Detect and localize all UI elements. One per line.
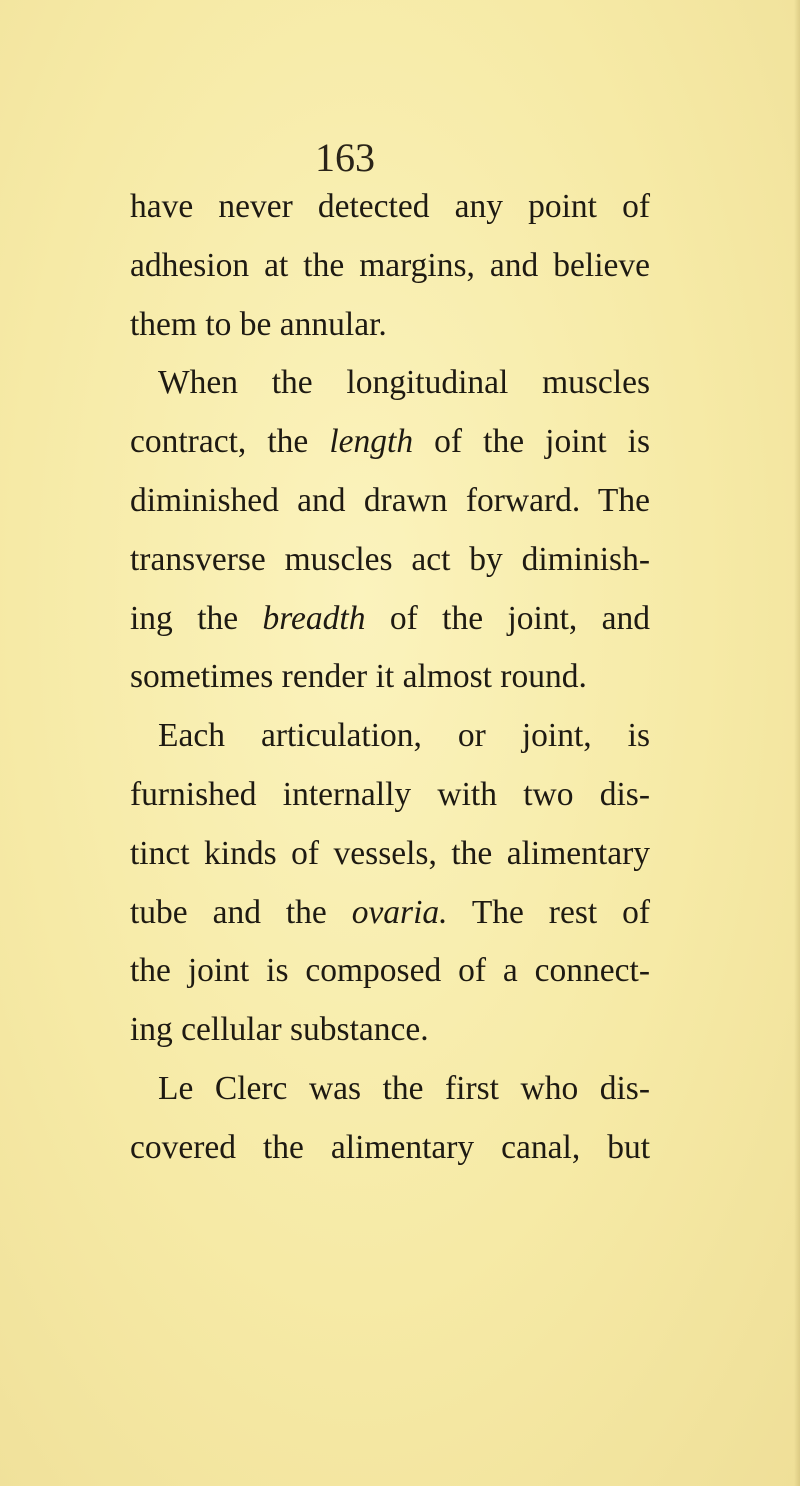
text-line-10: Each articulation, or joint, is	[158, 717, 650, 755]
text-line-6: diminished and drawn forward. The	[130, 481, 650, 519]
text-line-5-end: of the joint is	[413, 423, 650, 461]
text-line-13-start: tube and the	[130, 893, 352, 931]
text-line-14: the joint is composed of a connect-	[130, 952, 650, 990]
text-line-8-end: of the joint, and	[365, 599, 651, 637]
text-line-5-start: contract, the	[130, 423, 330, 461]
text-line-9: sometimes render it almost round.	[130, 658, 587, 696]
page-edge-shadow	[794, 0, 800, 1486]
text-line-8-start: ing the	[130, 599, 263, 637]
text-line-1: have never detected any point of	[130, 188, 650, 225]
text-line-12: tinct kinds of vessels, the alimentary	[130, 834, 650, 872]
text-line-13	[130, 884, 650, 943]
page-number: 163	[315, 135, 375, 180]
text-line-3: them to be annular.	[130, 305, 387, 343]
text-line-15: ing cellular substance.	[130, 1011, 429, 1049]
italic-word-ovaria: ovaria.	[351, 893, 448, 931]
text-line-4: When the longitudinal muscles	[158, 364, 650, 402]
text-line-16: Le Clerc was the first who dis-	[158, 1069, 650, 1107]
italic-word-length: length	[329, 423, 414, 461]
text-line-13-end: The rest of	[447, 893, 650, 931]
body-text	[130, 178, 650, 1178]
text-line-8	[130, 590, 650, 649]
italic-word-breadth: breadth	[262, 599, 366, 637]
text-line-17: covered the alimentary canal, but	[130, 1128, 650, 1166]
text-line-5	[130, 413, 650, 472]
text-line-7: transverse muscles act by diminish-	[130, 540, 650, 578]
text-line-2: adhesion at the margins, and believe	[130, 246, 650, 284]
text-line-11: furnished internally with two dis-	[130, 775, 650, 813]
